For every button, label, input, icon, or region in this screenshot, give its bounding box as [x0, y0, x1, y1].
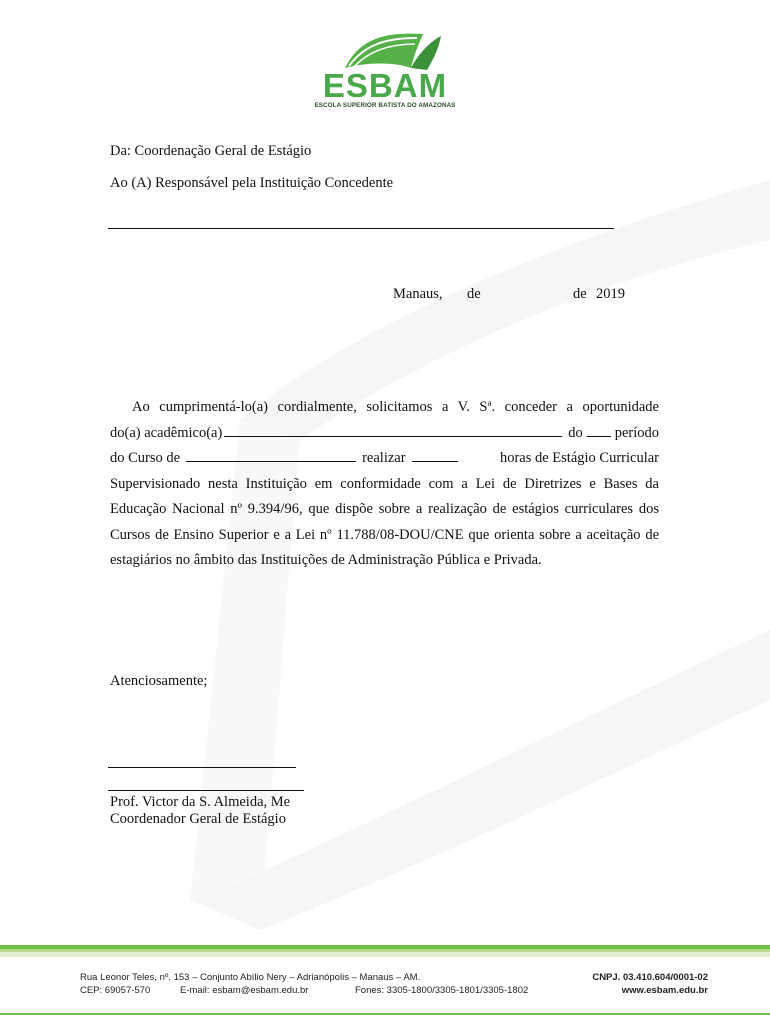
footer-phones: Fones: 3305-1800/3305-1801/3305-1802	[355, 985, 529, 996]
date-year: 2019	[596, 286, 625, 302]
letter-body	[110, 395, 659, 574]
student-name-blank	[224, 423, 562, 437]
signature-line-2	[108, 790, 304, 791]
footer-site[interactable]: www.esbam.edu.br	[621, 985, 708, 996]
closing: Atenciosamente;	[110, 673, 208, 689]
to-line: Ao (A) Responsável pela Instituição Concedente	[110, 175, 394, 191]
course-blank	[186, 448, 356, 462]
signature-line-1	[108, 767, 296, 768]
date-de-1: de	[467, 286, 481, 302]
footer-bands	[0, 945, 770, 957]
period-label: período	[614, 424, 659, 441]
hours-label: horas de Estágio Curricular	[499, 450, 659, 466]
body-rest: Supervisionado nesta Instituição em conformidade com a Lei de Diretrizes e Bases da Educação Nacional nº 9.394/96, que dispõe sobre a realização de estágios curriculares dos Cursos de Ensino Superior e a Lei nº 11.788/08-DOU/CNE que orienta sobre a aceitação de estagiários no âmbito das Instituições de Administração Pública e Privada.	[110, 475, 659, 568]
logo-subtitle: ESCOLA SUPERIOR BATISTA DO AMAZONAS	[314, 102, 456, 109]
body-line-1: Ao cumprimentá-lo(a) cordialmente, solicitamos a V. Sª. conceder a oportunidade	[132, 399, 659, 415]
body-line-3	[110, 446, 659, 472]
realizar-label: realizar	[362, 450, 406, 466]
date-de-2: de	[573, 286, 587, 302]
recipient-blank-line	[108, 228, 614, 229]
body-line-2	[110, 421, 659, 447]
signer-role: Coordenador Geral de Estágio	[110, 811, 286, 827]
footer-cnpj: CNPJ. 03.410.604/0001-02	[592, 972, 708, 983]
student-label: do(a) acadêmico(a)	[110, 424, 223, 441]
footer-address: Rua Leonor Teles, nº. 153 – Conjunto Abílio Nery – Adrianópolis – Manaus – AM.	[80, 972, 421, 983]
hours-blank	[412, 448, 458, 462]
course-label: do Curso de	[110, 450, 181, 466]
footer-email: E-mail: esbam@esbam.edu.br	[180, 985, 309, 996]
footer-cep: CEP: 69057-570	[80, 985, 151, 996]
date-city: Manaus,	[393, 286, 443, 302]
logo-wordmark: ESBAM	[322, 67, 448, 104]
period-blank	[587, 423, 611, 437]
do-label: do	[568, 424, 583, 441]
esbam-logo	[305, 28, 465, 114]
signer-name: Prof. Victor da S. Almeida, Me	[110, 794, 291, 810]
from-line: Da: Coordenação Geral de Estágio	[110, 143, 312, 159]
bottom-rule	[0, 1013, 770, 1015]
